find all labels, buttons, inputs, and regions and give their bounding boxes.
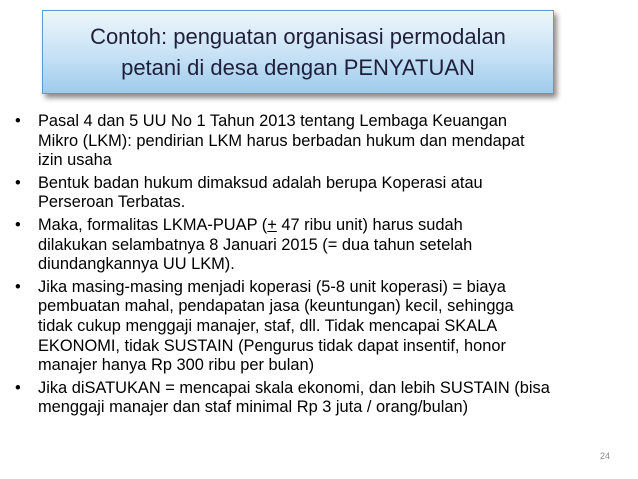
bullet-1-line-2: Mikro (LKM): pendirian LKM harus berbadan hukum dan mendapat [38, 131, 525, 150]
bullet-4-line-4: EKONOMI, tidak SUSTAIN (Pengurus tidak dapat insentif, honor [38, 336, 506, 355]
page-number: 24 [599, 451, 610, 461]
bullet-3-line-2: dilakukan selambatnya 8 Januari 2015 (= dua tahun setelah [38, 235, 473, 254]
title-box [42, 10, 554, 94]
bullet-item-2 [14, 174, 630, 213]
bullet-2-line-2: Perseroan Terbatas. [38, 193, 186, 212]
slide-title [43, 21, 553, 83]
bullet-3-line-1 [38, 216, 630, 236]
bullet-dot: • [15, 112, 21, 130]
bullet-dot: • [15, 215, 21, 234]
bullet-3-line-3: diundangkannya UU LKM). [38, 255, 235, 274]
bullet-3-text-before: Maka, formalitas LKMA-PUAP ( [38, 215, 268, 234]
bullet-3-text-after: 47 ribu unit) harus sudah [276, 215, 463, 234]
bullet-dot: • [15, 277, 21, 296]
bullet-dot: • [15, 378, 21, 397]
bullet-5-line-2: menggaji manajer dan staf minimal Rp 3 juta / orang/bulan) [38, 398, 469, 417]
plus-minus-symbol: + [267, 215, 277, 234]
bullet-dot: • [15, 173, 21, 192]
bullet-4-line-5: manajer hanya Rp 300 ribu per bulan) [38, 356, 315, 375]
bullet-list [14, 112, 630, 421]
title-line-2: petani di desa dengan PENYATUAN [121, 55, 475, 80]
bullet-5-line-1: Jika diSATUKAN = mencapai skala ekonomi, dan lebih SUSTAIN (bisa [38, 378, 550, 397]
bullet-1-line-3: izin usaha [38, 151, 112, 170]
bullet-4-line-2: pembuatan mahal, pendapatan jasa (keuntungan) kecil, sehingga [38, 297, 514, 316]
bullet-item-3 [14, 216, 630, 275]
bullet-item-5 [14, 379, 630, 418]
title-line-1: Contoh: penguatan organisasi permodalan [90, 24, 506, 49]
bullet-4-line-1: Jika masing-masing menjadi koperasi (5-8 unit koperasi) = biaya [38, 277, 506, 296]
bullet-1-line-1: Pasal 4 dan 5 UU No 1 Tahun 2013 tentang Lembaga Keuangan [38, 112, 508, 130]
bullet-2-line-1: Bentuk badan hukum dimaksud adalah berupa Koperasi atau [38, 173, 483, 192]
bullet-item-4 [14, 278, 630, 376]
bullet-item-1 [14, 112, 630, 171]
bullet-4-line-3: tidak cukup menggaji manajer, staf, dll. Tidak mencapai SKALA [38, 316, 498, 335]
